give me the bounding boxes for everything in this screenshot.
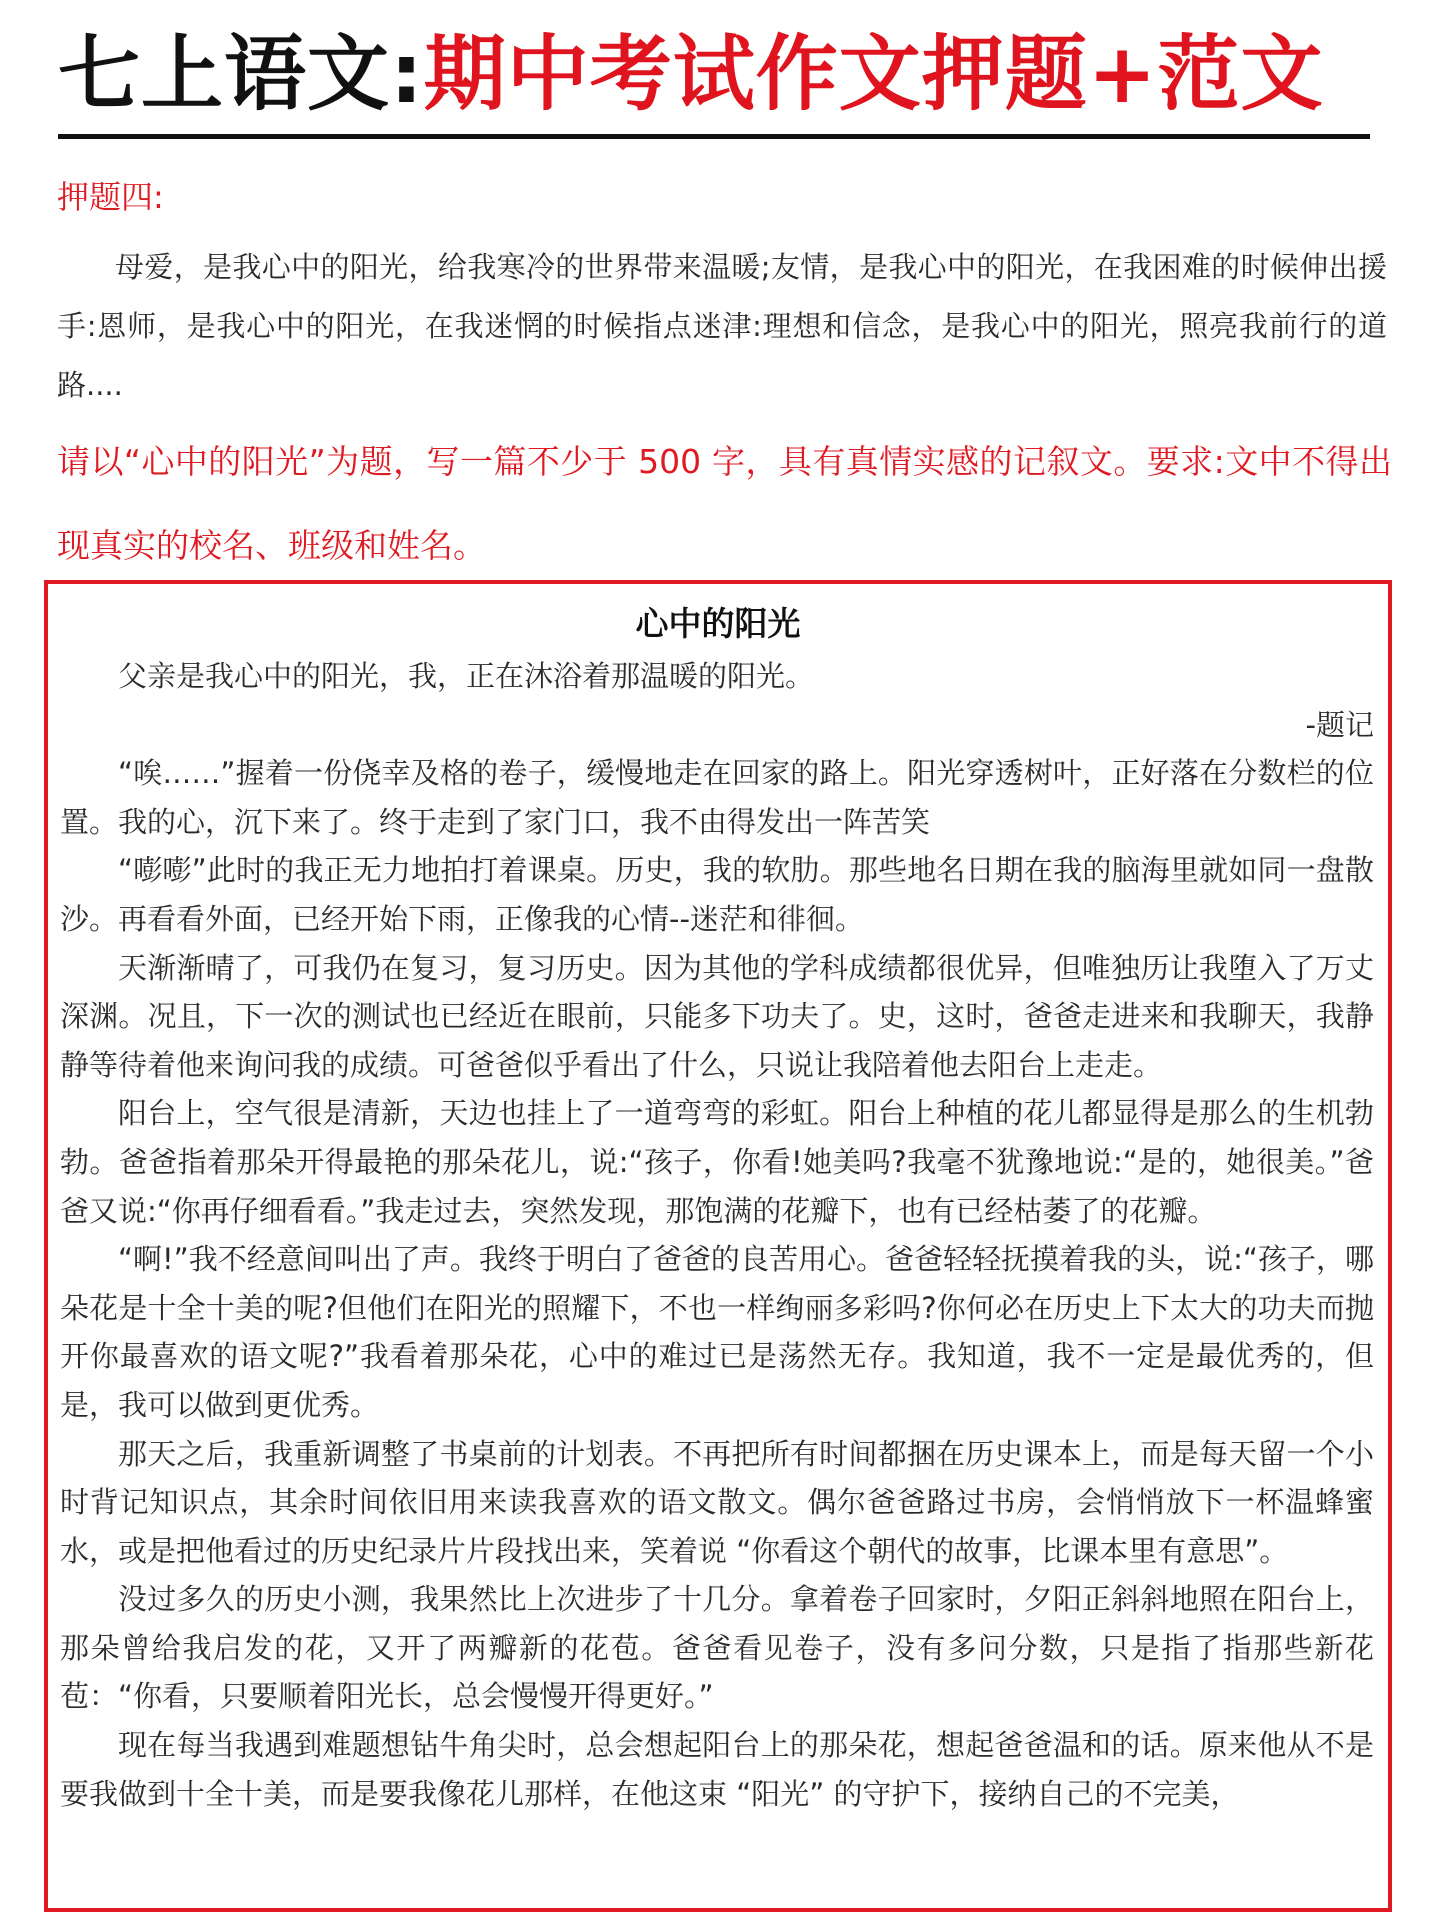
essay-title: 心中的阳光 bbox=[635, 604, 801, 643]
essay-paragraph: “啊!”我不经意间叫出了声。我终于明白了爸爸的良苦用心。爸爸轻轻抚摸着我的头，说:“孩子，哪朵花是十全十美的呢?但他们在阳光的照耀下，不也一样绚丽多彩吗?你何必在历史上下太大的功夫而抛开你最喜欢的语文呢?”我看着那朵花，心中的难过已是荡然无存。我知道，我不一定是最优秀的，但是，我可以做到更优秀。 bbox=[60, 1242, 1374, 1422]
page-title bbox=[58, 22, 1370, 128]
essay-paragraph: 没过多久的历史小测，我果然比上次进步了十几分。拿着卷子回家时，夕阳正斜斜地照在阳台上，那朵曾给我启发的花，又开了两瓣新的花苞。爸爸看见卷子，没有多问分数，只是指了指那些新花苞：“你看，只要顺着阳光长，总会慢慢开得更好。” bbox=[60, 1582, 1374, 1714]
title-grade-subject: 七上语文: bbox=[58, 27, 424, 122]
page-header bbox=[58, 22, 1370, 139]
essay-epigraph-sign: -题记 bbox=[1305, 707, 1374, 742]
title-topic: 期中考试作文押题+范文 bbox=[423, 27, 1324, 122]
essay-content bbox=[48, 652, 1388, 1818]
prompt-intro: 母爱，是我心中的阳光，给我寒冷的世界带来温暖;友情，是我心中的阳光，在我困难的时候伸出援手:恩师，是我心中的阳光，在我迷惘的时候指点迷津:理想和信念，是我心中的阳光，照亮我前行的道路.... bbox=[57, 250, 1387, 402]
essay-paragraph: 天渐渐晴了，可我仍在复习，复习历史。因为其他的学科成绩都很优异，但唯独历让我堕入了万丈深渊。况且，下一次的测试也已经近在眼前，只能多下功夫了。史，这时，爸爸走进来和我聊天，我静静等待着他来询问我的成绩。可爸爸似乎看出了什么，只说让我陪着他去阳台上走走。 bbox=[60, 950, 1374, 1082]
essay-paragraph: “嘭嘭”此时的我正无力地拍打着课桌。历史，我的软肋。那些地名日期在我的脑海里就如同一盘散沙。再看看外面，已经开始下雨，正像我的心情--迷茫和徘徊。 bbox=[60, 853, 1374, 936]
sample-essay-box bbox=[44, 580, 1392, 1912]
essay-paragraph: “唉……”握着一份侥幸及格的卷子，缓慢地走在回家的路上。阳光穿透树叶，正好落在分数栏的位置。我的心，沉下来了。终于走到了家门口，我不由得发出一阵苦笑 bbox=[60, 756, 1374, 839]
essay-paragraph: 那天之后，我重新调整了书桌前的计划表。不再把所有时间都捆在历史课本上，而是每天留一个小时背记知识点，其余时间依旧用来读我喜欢的语文散文。偶尔爸爸路过书房，会悄悄放下一杯温蜂蜜水，或是把他看过的历史纪录片片段找出来，笑着说 “你看这个朝代的故事，比课本里有意思”。 bbox=[60, 1436, 1374, 1568]
essay-paragraph: 现在每当我遇到难题想钻牛角尖时，总会想起阳台上的那朵花，想起爸爸温和的话。原来他从不是要我做到十全十美，而是要我像花儿那样，在他这束 “阳光” 的守护下，接纳自己的不完美， bbox=[60, 1728, 1374, 1811]
essay-epigraph: 父亲是我心中的阳光，我，正在沐浴着那温暖的阳光。 bbox=[118, 659, 815, 693]
essay-paragraph: 阳台上，空气很是清新，天边也挂上了一道弯弯的彩虹。阳台上种植的花儿都显得是那么的生机勃勃。爸爸指着那朵开得最艳的那朵花儿，说:“孩子，你看!她美吗?我毫不犹豫地说:“是的，她很美。”爸爸又说:“你再仔细看看。”我走过去，突然发现，那饱满的花瓣下，也有已经枯萎了的花瓣。 bbox=[60, 1096, 1374, 1228]
writing-task: 请以“心中的阳光”为题，写一篇不少于 500 字，具有真情实感的记叙文。要求:文中不得出现真实的校名、班级和姓名。 bbox=[57, 442, 1392, 565]
topic-label: 押题四: bbox=[57, 178, 164, 216]
